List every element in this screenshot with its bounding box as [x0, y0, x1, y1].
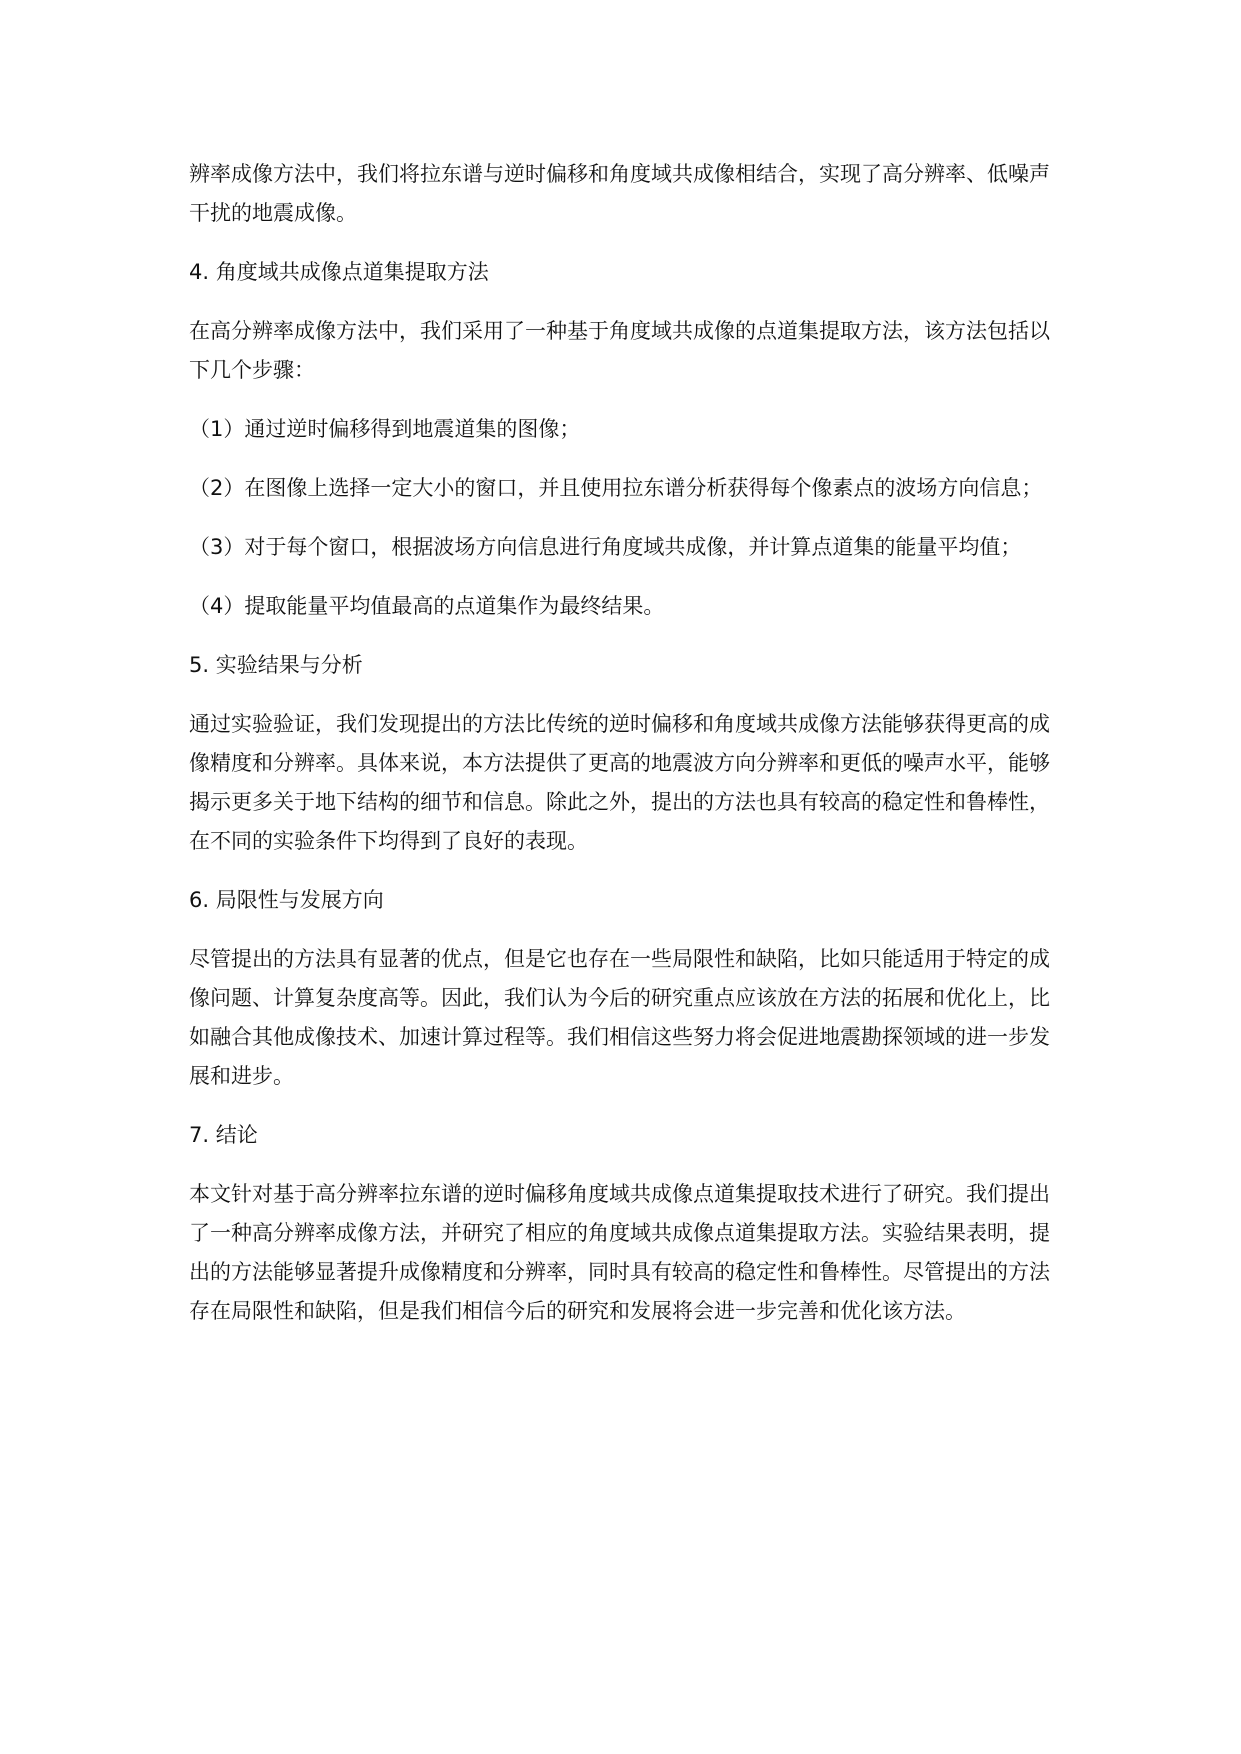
- document-body: [189, 155, 1069, 1351]
- section-heading-6: 6. 局限性与发展方向: [189, 888, 384, 912]
- section-heading-4: 4. 角度域共成像点道集提取方法: [189, 260, 489, 284]
- paragraph-results: 通过实验验证，我们发现提出的方法比传统的逆时偏移和角度域共成像方法能够获得更高的成像精度和分辨率。具体来说，本方法提供了更高的地震波方向分辨率和更低的噪声水平，能够揭示更多关于地下结构的细节和信息。除此之外，提出的方法也具有较高的稳定性和鲁棒性，在不同的实验条件下均得到了良好的表现。: [189, 712, 1050, 853]
- paragraph-method-intro: 在高分辨率成像方法中，我们采用了一种基于角度域共成像的点道集提取方法，该方法包括以下几个步骤：: [189, 319, 1050, 382]
- paragraph-limitations: 尽管提出的方法具有显著的优点，但是它也存在一些局限性和缺陷，比如只能适用于特定的成像问题、计算复杂度高等。因此，我们认为今后的研究重点应该放在方法的拓展和优化上，比如融合其他成像技术、加速计算过程等。我们相信这些努力将会促进地震勘探领域的进一步发展和进步。: [189, 947, 1050, 1088]
- paragraph-continuation: 辨率成像方法中，我们将拉东谱与逆时偏移和角度域共成像相结合，实现了高分辨率、低噪声干扰的地震成像。: [189, 162, 1050, 225]
- step-3: （3）对于每个窗口，根据波场方向信息进行角度域共成像，并计算点道集的能量平均值；: [189, 535, 1022, 559]
- section-heading-5: 5. 实验结果与分析: [189, 653, 363, 677]
- step-2: （2）在图像上选择一定大小的窗口，并且使用拉东谱分析获得每个像素点的波场方向信息；: [189, 476, 1043, 500]
- paragraph-conclusion: 本文针对基于高分辨率拉东谱的逆时偏移角度域共成像点道集提取技术进行了研究。我们提出了一种高分辨率成像方法，并研究了相应的角度域共成像点道集提取方法。实验结果表明，提出的方法能够显著提升成像精度和分辨率，同时具有较高的稳定性和鲁棒性。尽管提出的方法存在局限性和缺陷，但是我们相信今后的研究和发展将会进一步完善和优化该方法。: [189, 1182, 1050, 1323]
- step-1: （1）通过逆时偏移得到地震道集的图像；: [189, 417, 581, 441]
- step-4: （4）提取能量平均值最高的点道集作为最终结果。: [189, 594, 665, 618]
- section-heading-7: 7. 结论: [189, 1123, 258, 1147]
